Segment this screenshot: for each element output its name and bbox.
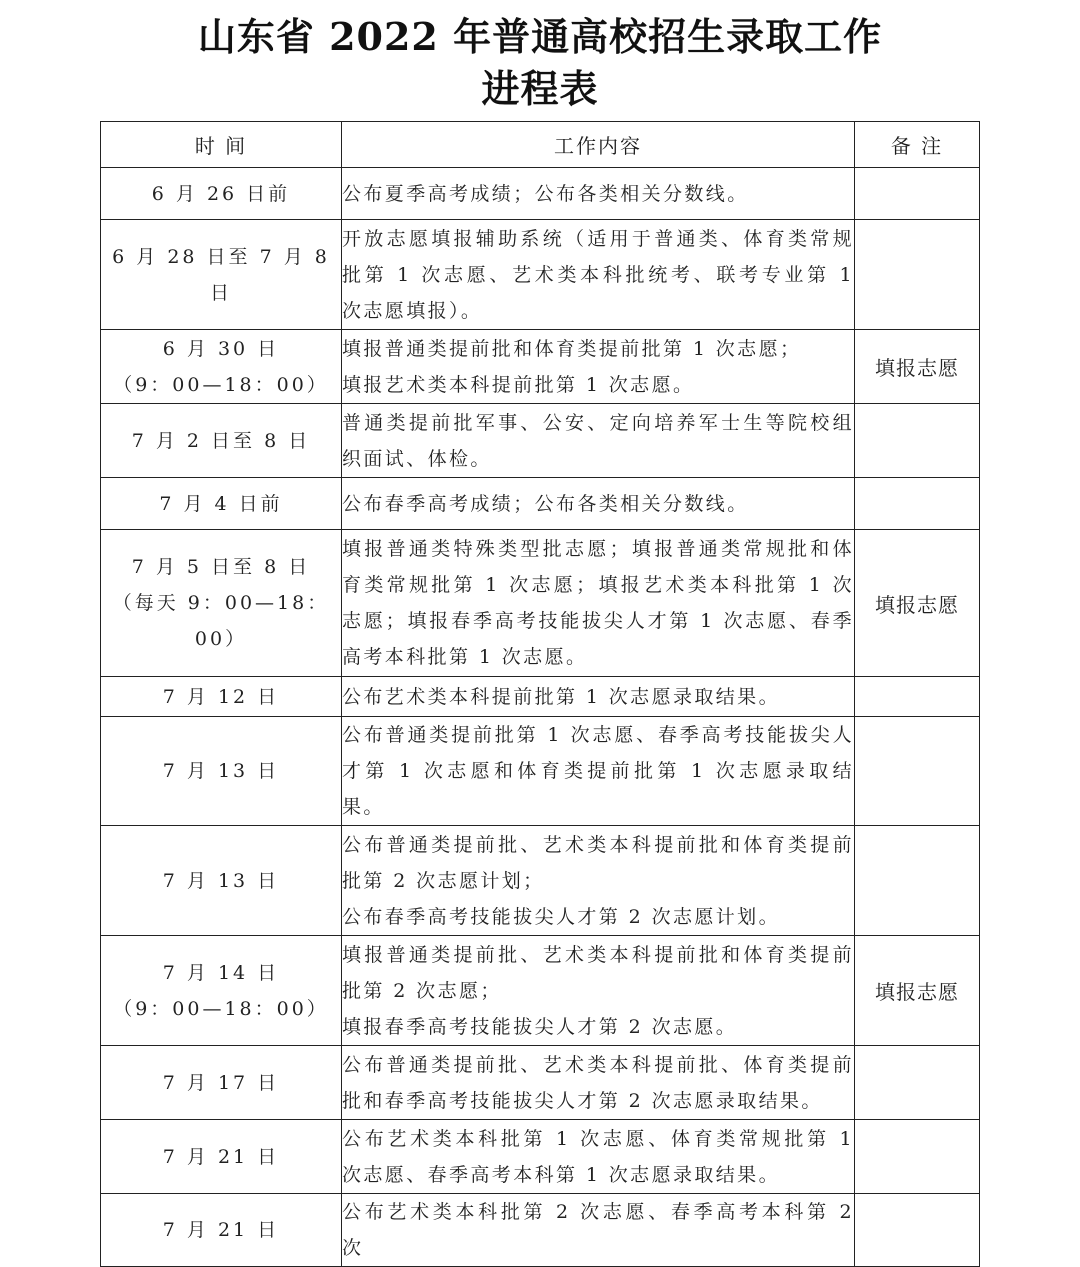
content-cell [342, 1046, 855, 1120]
time-text: 6 月 28 日至 7 月 8 日 [112, 245, 330, 304]
time-cell [101, 220, 342, 330]
time-text: 7 月 14 日 [162, 961, 280, 984]
document-title: 山东省 2022 年普通高校招生录取工作 [197, 14, 883, 59]
table-row [101, 478, 980, 530]
table-row [101, 936, 980, 1046]
time-cell [101, 1194, 342, 1267]
time-cell [101, 1046, 342, 1120]
note-cell: 填报志愿 [855, 936, 980, 1046]
time-text: 7 月 5 日至 8 日 [131, 556, 311, 578]
content-text: 公布普通类提前批、艺术类本科提前批和体育类提前批第 2 次志愿计划； [342, 833, 854, 892]
time-cell [101, 677, 342, 717]
content-cell [342, 404, 855, 478]
document-subtitle: 进程表 [481, 66, 599, 111]
note-cell [855, 717, 980, 826]
table-row [101, 530, 980, 677]
header-content: 工作内容 [342, 122, 855, 168]
time-cell [101, 936, 342, 1046]
header-time: 时 间 [101, 122, 342, 168]
schedule-table [100, 121, 980, 1267]
time-text: （9：00—18：00） [113, 373, 329, 396]
content-text: 填报普通类提前批、艺术类本科提前批和体育类提前批第 2 次志愿； [342, 943, 854, 1002]
header-note: 备 注 [855, 122, 980, 168]
content-text: 公布艺术类本科批第 2 次志愿、春季高考本科第 2 次 [342, 1201, 854, 1259]
content-text: 公布普通类提前批第 1 次志愿、春季高考技能拔尖人才第 1 次志愿和体育类提前批第 1 次志愿录取结果。 [342, 724, 854, 818]
time-text: 7 月 4 日前 [159, 492, 283, 515]
time-text: 7 月 13 日 [162, 760, 280, 782]
content-cell [342, 1194, 855, 1267]
note-cell [855, 1120, 980, 1194]
table-row [101, 1120, 980, 1194]
content-text: 填报艺术类本科提前批第 1 次志愿。 [342, 373, 695, 396]
table-header-row [101, 122, 980, 168]
note-cell: 填报志愿 [855, 330, 980, 404]
content-cell [342, 478, 855, 530]
content-text: 公布春季高考技能拔尖人才第 2 次志愿计划。 [342, 905, 780, 928]
time-text: （9：00—18：00） [113, 997, 329, 1020]
content-cell [342, 677, 855, 717]
content-text: 公布春季高考成绩；公布各类相关分数线。 [342, 492, 749, 515]
content-cell [342, 220, 855, 330]
time-cell [101, 717, 342, 826]
content-text: 公布普通类提前批、艺术类本科提前批、体育类提前批和春季高考技能拔尖人才第 2 次志愿录取结果。 [342, 1053, 854, 1112]
content-cell [342, 1120, 855, 1194]
time-text: 7 月 13 日 [162, 869, 280, 892]
content-text: 填报普通类特殊类型批志愿；填报普通类常规批和体育类常规批第 1 次志愿；填报艺术类本科批第 1 次志愿；填报春季高考技能拔尖人才第 1 次志愿、春季高考本科批第 1 次志愿。 [342, 538, 854, 668]
content-cell [342, 717, 855, 826]
time-cell [101, 826, 342, 936]
time-cell [101, 478, 342, 530]
content-cell [342, 936, 855, 1046]
table-row [101, 220, 980, 330]
table-row [101, 717, 980, 826]
note-cell: 填报志愿 [855, 530, 980, 677]
note-cell [855, 404, 980, 478]
time-cell [101, 530, 342, 677]
time-text: 7 月 17 日 [162, 1071, 280, 1094]
content-cell [342, 530, 855, 677]
table-row [101, 168, 980, 220]
content-text: 公布夏季高考成绩；公布各类相关分数线。 [342, 182, 749, 205]
note-cell [855, 168, 980, 220]
table-row [101, 677, 980, 717]
table-row [101, 404, 980, 478]
note-cell [855, 826, 980, 936]
table-row [101, 1046, 980, 1120]
content-cell [342, 330, 855, 404]
schedule-rows [101, 168, 980, 1267]
time-text: 7 月 12 日 [162, 685, 280, 708]
time-text: 7 月 2 日至 8 日 [131, 429, 311, 452]
time-cell [101, 404, 342, 478]
time-text: 6 月 26 日前 [151, 182, 291, 205]
time-text: 7 月 21 日 [162, 1219, 280, 1241]
note-cell [855, 478, 980, 530]
time-text: 6 月 30 日 [162, 337, 280, 360]
time-cell [101, 1120, 342, 1194]
note-cell [855, 1046, 980, 1120]
note-cell [855, 220, 980, 330]
time-cell [101, 168, 342, 220]
note-cell [855, 677, 980, 717]
time-text: 7 月 21 日 [162, 1145, 280, 1168]
table-row [101, 826, 980, 936]
note-cell [855, 1194, 980, 1267]
content-text: 公布艺术类本科批第 1 次志愿、体育类常规批第 1 次志愿、春季高考本科第 1 次志愿录取结果。 [342, 1127, 854, 1186]
table-row [101, 330, 980, 404]
time-text: （每天 9：00—18：00） [112, 592, 330, 650]
content-cell [342, 168, 855, 220]
content-text: 填报普通类提前批和体育类提前批第 1 次志愿； [342, 337, 802, 360]
table-row [101, 1194, 980, 1267]
content-text: 填报春季高考技能拔尖人才第 2 次志愿。 [342, 1015, 738, 1038]
time-cell [101, 330, 342, 404]
content-text: 开放志愿填报辅助系统（适用于普通类、体育类常规批第 1 次志愿、艺术类本科批统考、联考专业第 1 次志愿填报）。 [342, 227, 854, 322]
content-cell [342, 826, 855, 936]
content-text: 普通类提前批军事、公安、定向培养军士生等院校组织面试、体检。 [342, 411, 854, 470]
content-text: 公布艺术类本科提前批第 1 次志愿录取结果。 [342, 685, 780, 708]
